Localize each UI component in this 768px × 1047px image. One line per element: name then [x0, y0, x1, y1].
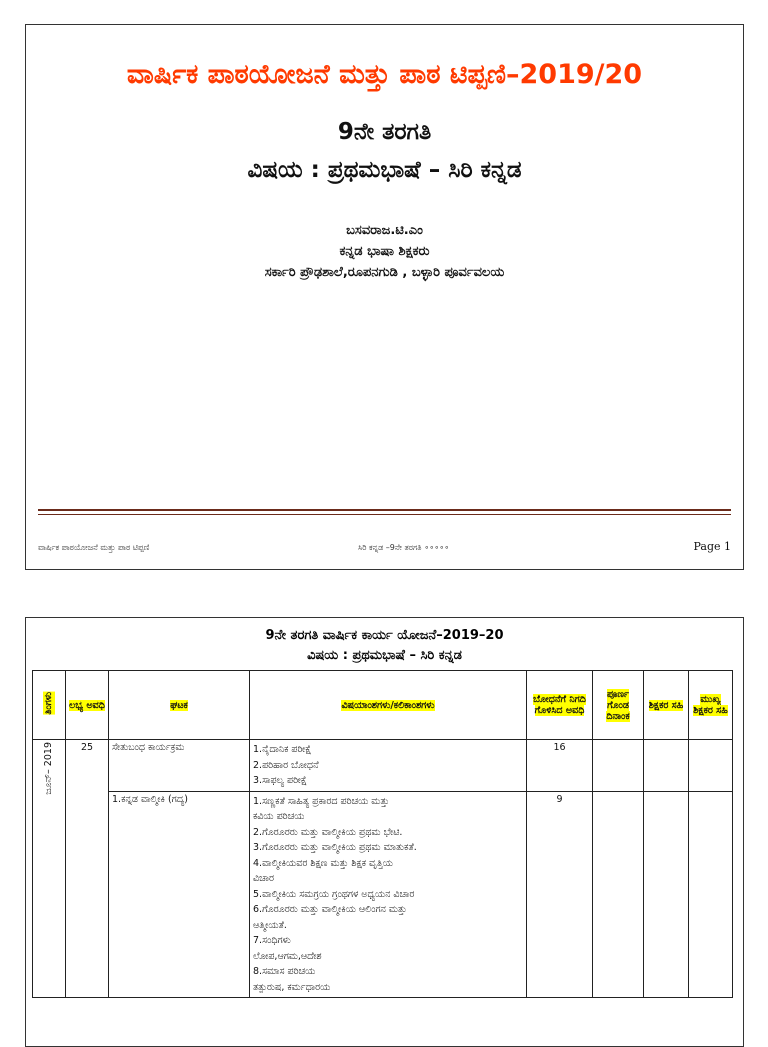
topic-line: 1.ನೈದಾನಿಕ ಪರೀಕ್ಷೆ: [253, 744, 312, 755]
col-month: ತಿಂಗಳು: [33, 671, 66, 740]
annual-plan-table: [32, 670, 733, 998]
cover-subject: ವಿಷಯ : ಪ್ರಥಮಭಾಷೆ – ಸಿರಿ ಕನ್ನಡ: [247, 157, 522, 183]
topic-line: 3.ಗೊರೂರರು ಮತ್ತು ವಾಲ್ಮೀಕಿಯ ಪ್ರಥಮ ಮಾತುಕತೆ.: [253, 842, 417, 853]
topic-line: 5.ವಾಲ್ಮೀಕಿಯ ಸಮಗ್ರಯ ಗ್ರಂಥಗಳ ಅಧ್ಯಯನ ವಿಚಾರ: [253, 888, 415, 900]
topic-line: 4.ವಾಲ್ಮೀಕಿಯವರ ಶಿಕ್ಷಣ ಮತ್ತು ಶಿಕ್ಷಕ ವೃತ್ತಿಯ: [253, 857, 393, 869]
topic-line: ಕವಿಯ ಪರಿಚಯ: [253, 811, 305, 822]
footer-center-text: ಸಿರಿ ಕನ್ನಡ –9ನೇ ತರಗತಿ ∘∘∘∘∘: [358, 543, 450, 552]
col-unit: ಘಟಕ: [109, 671, 250, 740]
col-teacher-sign: ಶಿಕ್ಷಕರ ಸಹಿ: [644, 671, 689, 740]
topic-line: 3.ಸಾಫಲ್ಯ ಪರೀಕ್ಷೆ: [253, 775, 308, 786]
school-name: ಸರ್ಕಾರಿ ಪ್ರೌಢಶಾಲೆ,ರೂಪನಗುಡಿ , ಬಳ್ಳಾರಿ ಪೂರ್ವವಲಯ: [264, 265, 505, 280]
cover-page: [25, 24, 744, 570]
table-header-row: [33, 671, 733, 740]
author-block: [26, 220, 743, 283]
month-cell: ಜೂನ್– 2019: [33, 740, 66, 998]
footer-rule-thin: [38, 514, 731, 515]
plan-subheading: ವಿಷಯ : ಪ್ರಥಮಭಾಷೆ – ಸಿರಿ ಕನ್ನಡ: [307, 648, 462, 663]
available-periods-cell: 25: [66, 740, 109, 998]
topic-line: 1.ಸಣ್ಣಕತೆ ಸಾಹಿತ್ಯ ಪ್ರಕಾರದ ಪರಿಚಯ ಮತ್ತು: [253, 795, 390, 807]
author-role: ಕನ್ನಡ ಭಾಷಾ ಶಿಕ್ಷಕರು: [339, 244, 430, 259]
plan-page: [25, 617, 744, 1047]
periods-cell: 16: [527, 740, 593, 792]
periods-cell: 9: [527, 791, 593, 998]
page-number: Page 1: [693, 540, 731, 553]
col-hm-sign: ಮುಖ್ಯ ಶಿಕ್ಷಕರ ಸಹಿ: [689, 671, 733, 740]
col-completion-date: ಪೂರ್ಣ ಗೊಂಡ ದಿನಾಂಕ: [593, 671, 644, 740]
page-footer: [38, 541, 731, 555]
col-periods: ಬೋಧನೆಗೆ ನಿಗದಿ ಗೊಳಿಸಿದ ಅವಧಿ: [527, 671, 593, 740]
table-row: [33, 740, 733, 792]
hm-sign-cell: [689, 791, 733, 998]
topics-cell: [250, 791, 527, 998]
author-name: ಬಸವರಾಜ.ಟಿ.ಎಂ: [346, 223, 423, 238]
cover-title: ವಾರ್ಷಿಕ ಪಾಠಯೋಜನೆ ಮತ್ತು ಪಾಠ ಟಿಪ್ಪಣಿ–2019/20: [126, 59, 643, 90]
teacher-sign-cell: [644, 791, 689, 998]
completion-date-cell: [593, 791, 644, 998]
teacher-sign-cell: [644, 740, 689, 792]
plan-heading: 9ನೇ ತರಗತಿ ವಾರ್ಷಿಕ ಕಾರ್ಯ ಯೋಜನೆ–2019–20: [265, 628, 504, 643]
unit-cell: ಸೇತುಬಂಧ ಕಾರ್ಯಕ್ರಮ: [109, 740, 250, 792]
topic-line: 2.ಪರಿಹಾರ ಬೋಧನೆ: [253, 759, 319, 771]
topics-cell: [250, 740, 527, 792]
topic-line: ವಿಚಾರ: [253, 873, 274, 884]
topic-line: ತತ್ಪುರುಷ, ಕರ್ಮಧಾರಯ: [253, 981, 331, 993]
footer-rule: [38, 509, 731, 511]
topic-line: 7.ಸಂಧಿಗಳು: [253, 935, 291, 946]
topic-line: ಆತ್ಮೀಯತೆ.: [253, 919, 287, 931]
topic-line: 2.ಗೊರೂರರು ಮತ್ತು ವಾಲ್ಮೀಕಿಯ ಪ್ರಥಮ ಭೇಟಿ.: [253, 826, 403, 838]
completion-date-cell: [593, 740, 644, 792]
unit-cell: 1.ಕನ್ನಡ ವಾಲ್ಮೀಕಿ (ಗದ್ಯ): [109, 791, 250, 998]
table-row: [33, 791, 733, 998]
topic-line: 6.ಗೊರೂರರು ಮತ್ತು ವಾಲ್ಮೀಕಿಯ ಆಲಿಂಗನ ಮತ್ತು: [253, 904, 407, 915]
col-topics: ವಿಷಯಾಂಶಗಳು/ಕಲಿಕಾಂಶಗಳು: [250, 671, 527, 740]
topic-line: 8.ಸಮಾಸ ಪರಿಚಯ: [253, 966, 316, 977]
footer-left-text: ವಾರ್ಷಿಕ ಪಾಠಯೋಜನೆ ಮತ್ತು ಪಾಠ ಟಿಪ್ಪಣಿ: [38, 543, 150, 552]
col-available: ಲಭ್ಯ ಅವಧಿ: [66, 671, 109, 740]
cover-grade: 9ನೇ ತರಗತಿ: [337, 119, 432, 145]
hm-sign-cell: [689, 740, 733, 792]
topic-line: ಲೋಪ,ಆಗಮ,ಆದೇಶ: [253, 950, 322, 962]
